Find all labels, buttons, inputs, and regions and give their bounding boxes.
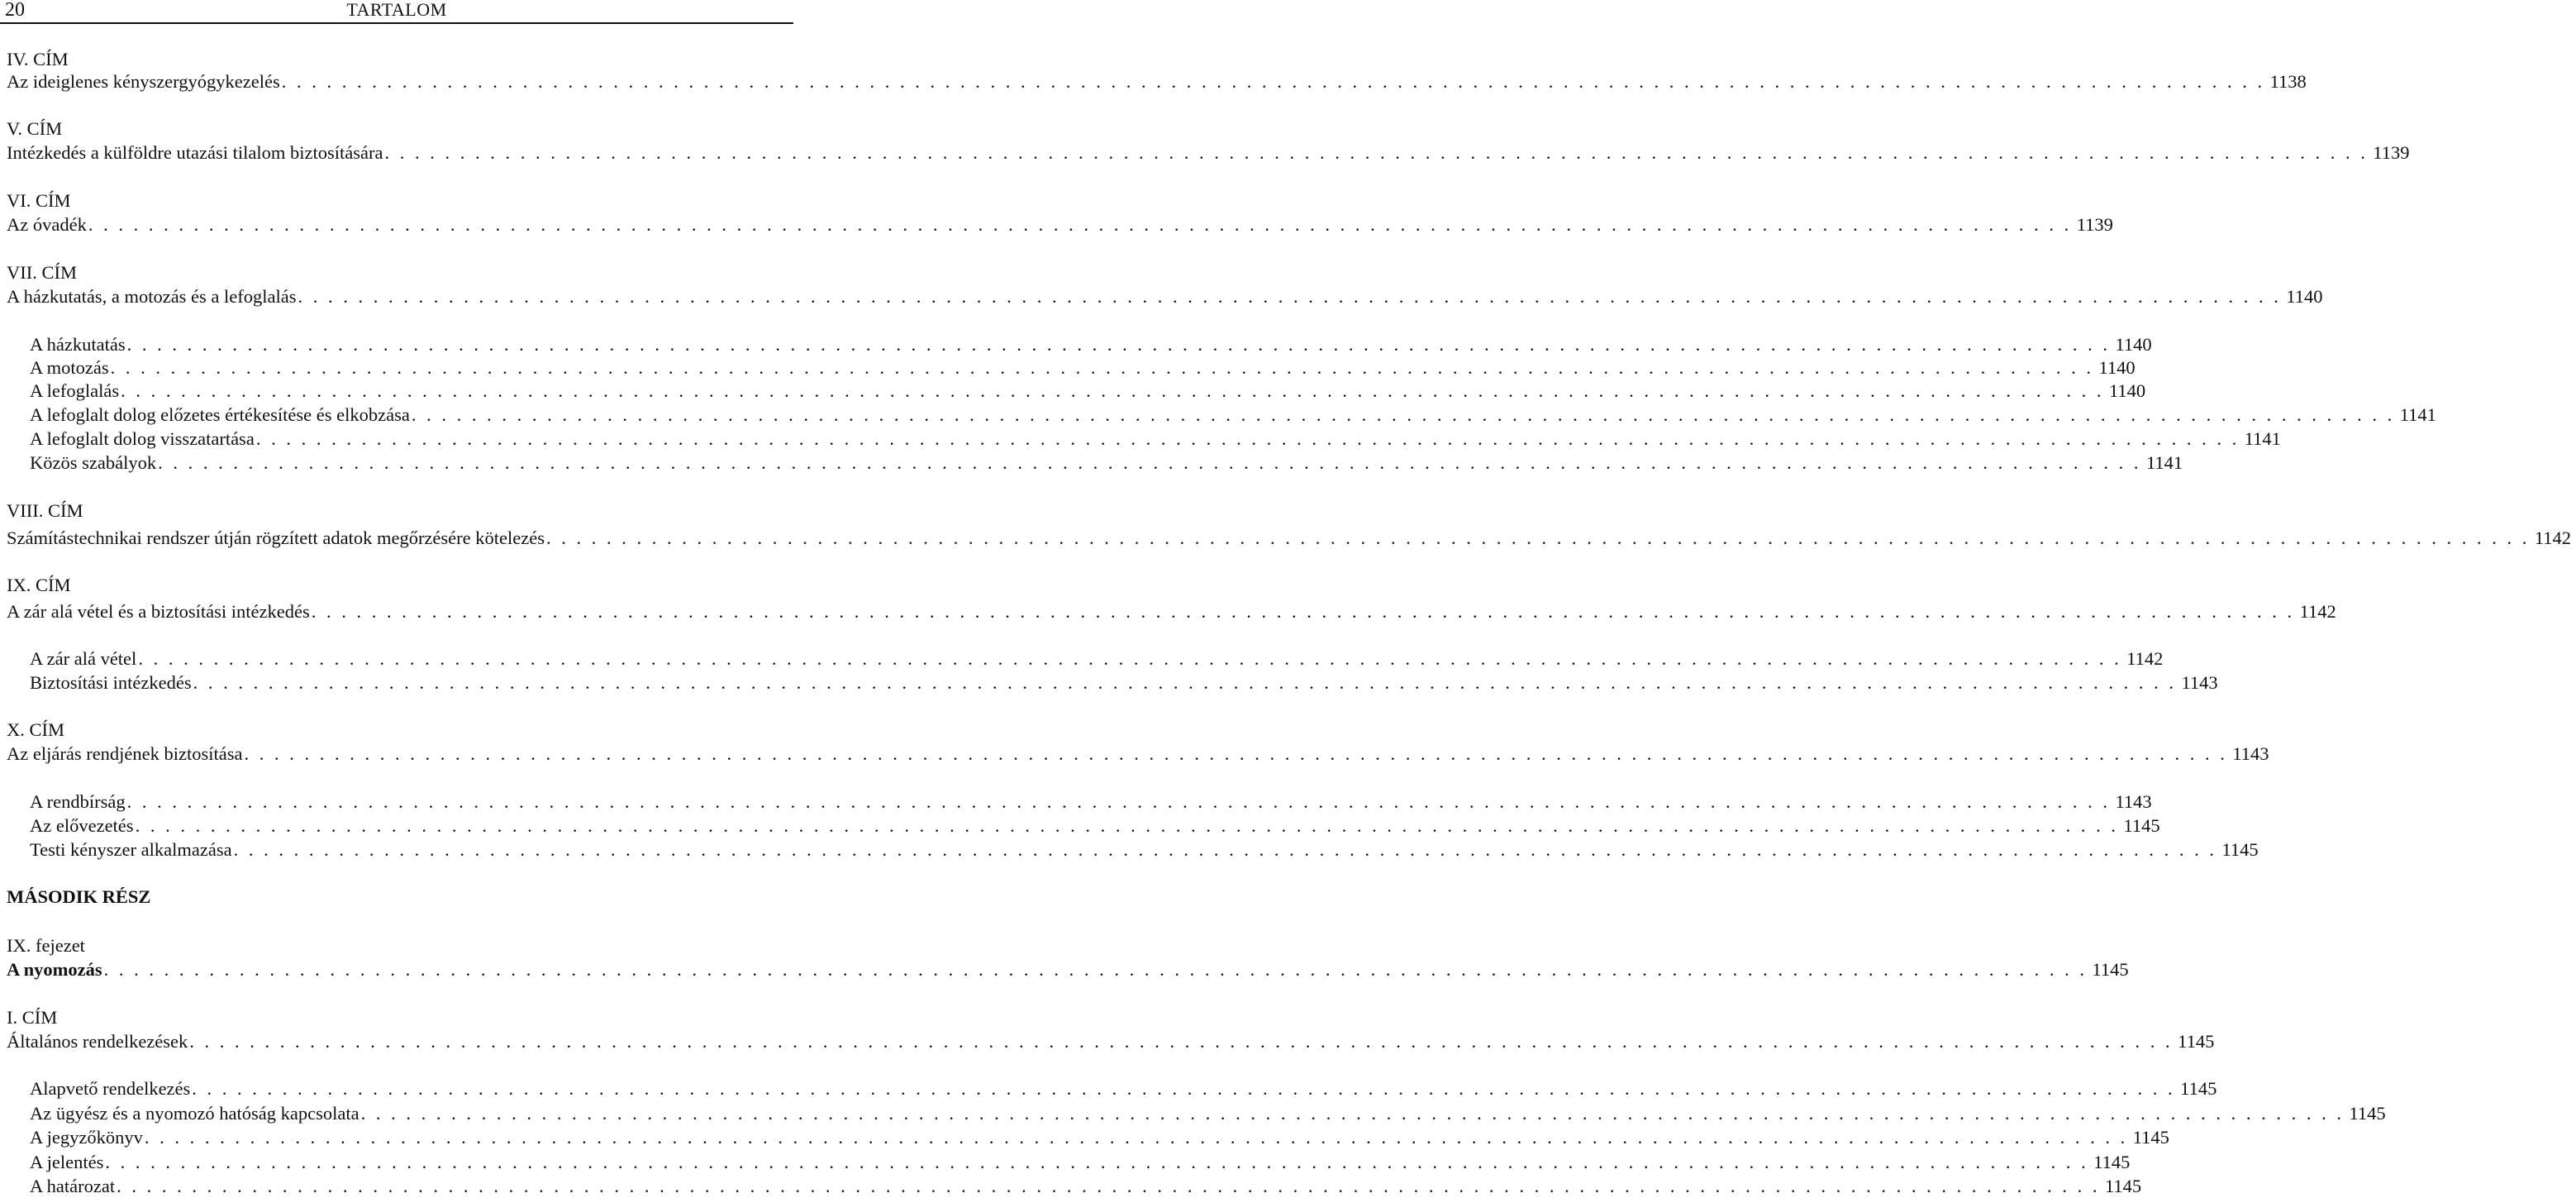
dot-leader xyxy=(138,647,2121,671)
toc-entry xyxy=(0,69,2307,93)
toc-entry xyxy=(0,141,2410,165)
part-heading: MÁSODIK RÉSZ xyxy=(7,886,151,907)
toc-entry-title: A határozat xyxy=(30,1176,116,1196)
toc-page-number: 1140 xyxy=(2115,334,2152,355)
toc-page-number: 1139 xyxy=(2373,142,2410,163)
toc-page-number: 1139 xyxy=(2076,214,2113,235)
toc-entry-title: Testi kényszer alkalmazása xyxy=(30,839,232,860)
toc-entry xyxy=(0,814,2160,838)
dot-leader xyxy=(121,379,2104,403)
toc-entry-title: Az elővezetés xyxy=(30,815,134,836)
toc-entry xyxy=(0,957,2129,981)
page-header xyxy=(0,0,793,23)
section-heading: VIII. CÍM xyxy=(7,500,83,521)
section-heading: IV. CÍM xyxy=(7,49,69,69)
toc-entry xyxy=(0,671,2218,694)
dot-leader xyxy=(192,1076,2175,1100)
dot-leader xyxy=(145,1125,2128,1149)
toc-entry xyxy=(0,332,2152,356)
dot-leader xyxy=(111,356,2094,379)
toc-page-number: 1140 xyxy=(2098,357,2136,378)
toc-entry xyxy=(0,526,2572,550)
section-heading: IX. fejezet xyxy=(7,935,85,956)
toc-page-number: 1143 xyxy=(2181,672,2218,693)
dot-leader xyxy=(88,212,2072,236)
toc-entry xyxy=(0,838,2259,862)
toc-entry xyxy=(0,379,2146,403)
toc-entry xyxy=(0,1076,2217,1100)
dot-leader xyxy=(282,69,2265,93)
toc-entry xyxy=(0,1029,2215,1053)
toc-page-number: 1138 xyxy=(2269,71,2307,92)
toc-page-number: 1145 xyxy=(2093,1152,2131,1172)
dot-leader xyxy=(105,1150,2088,1174)
dot-leader xyxy=(193,671,2177,694)
toc-entry-title: Közös szabályok xyxy=(30,452,157,473)
toc-page-number: 1142 xyxy=(2299,601,2336,622)
toc-page-number: 1141 xyxy=(2399,404,2436,425)
dot-leader xyxy=(136,814,2119,838)
toc-entry-title: A jelentés xyxy=(30,1152,104,1172)
toc-entry xyxy=(0,790,2152,814)
toc-page-number: 1141 xyxy=(2145,452,2183,473)
toc-page-number: 1145 xyxy=(2221,839,2259,860)
toc-entry-title: A jegyzőkönyv xyxy=(30,1127,143,1148)
toc-page-number: 1143 xyxy=(2115,791,2152,812)
toc-page-number: 1142 xyxy=(2126,648,2164,669)
toc-entry xyxy=(0,647,2164,671)
toc-entry xyxy=(0,284,2323,308)
toc-entry-title: Az eljárás rendjének biztosítása xyxy=(7,743,243,764)
toc-entry xyxy=(0,403,2436,427)
toc-entry-title: Általános rendelkezések xyxy=(7,1031,188,1052)
toc-entry-title: A rendbírság xyxy=(30,791,126,812)
toc-entry-title: Intézkedés a külföldre utazási tilalom biztosítására xyxy=(7,142,383,163)
toc-page-number: 1140 xyxy=(2286,286,2323,307)
dot-leader xyxy=(412,403,2395,427)
toc-page-number: 1143 xyxy=(2232,743,2269,764)
toc-page-number: 1145 xyxy=(2180,1078,2217,1099)
toc-entry-title: Az ideiglenes kényszergyógykezelés xyxy=(7,71,280,92)
dot-leader xyxy=(256,427,2240,451)
toc-entry-title: Számítástechnikai rendszer útján rögzített adatok megőrzésére kötelezés xyxy=(7,527,545,548)
toc-entry-title: A lefoglalás xyxy=(30,380,120,401)
toc-entry xyxy=(0,451,2183,475)
dot-leader xyxy=(234,838,2217,862)
dot-leader xyxy=(546,526,2530,550)
toc-entry xyxy=(0,1101,2386,1125)
toc-entry xyxy=(0,1150,2131,1174)
toc-entry-title: A nyomozás xyxy=(7,959,102,980)
section-heading: V. CÍM xyxy=(7,118,63,139)
dot-leader xyxy=(189,1029,2173,1053)
section-heading: IX. CÍM xyxy=(7,575,71,595)
toc-entry-title: Alapvető rendelkezés xyxy=(30,1078,191,1099)
toc-entry xyxy=(0,742,2269,766)
toc-entry-title: Az ügyész és a nyomozó hatóság kapcsolata xyxy=(30,1103,359,1124)
running-title: TARTALOM xyxy=(346,0,447,20)
toc-entry xyxy=(0,212,2113,236)
toc-page-number: 1145 xyxy=(2178,1031,2215,1052)
dot-leader xyxy=(312,599,2295,623)
toc-entry-title: Az óvadék xyxy=(7,214,87,235)
page-number: 20 xyxy=(5,0,25,21)
toc-entry-title: A motozás xyxy=(30,357,109,378)
toc-entry xyxy=(0,356,2136,379)
toc-entry-title: A házkutatás, a motozás és a lefoglalás xyxy=(7,286,297,307)
toc-page-number: 1141 xyxy=(2244,428,2281,449)
toc-entry xyxy=(0,1174,2142,1198)
toc-page-number: 1142 xyxy=(2534,527,2572,548)
toc-entry xyxy=(0,599,2336,623)
dot-leader xyxy=(127,332,2111,356)
toc-entry-title: Biztosítási intézkedés xyxy=(30,672,192,693)
dot-leader xyxy=(245,742,2228,766)
section-heading: VI. CÍM xyxy=(7,190,71,211)
toc-entry-title: A zár alá vétel xyxy=(30,648,137,669)
dot-leader xyxy=(298,284,2282,308)
dot-leader xyxy=(117,1174,2100,1198)
toc-entry-title: A lefoglalt dolog visszatartása xyxy=(30,428,255,449)
toc-page-number: 1145 xyxy=(2349,1103,2386,1124)
toc-entry-title: A házkutatás xyxy=(30,334,126,355)
dot-leader xyxy=(104,957,2088,981)
dot-leader xyxy=(158,451,2141,475)
dot-leader xyxy=(384,141,2368,165)
toc-page-number: 1145 xyxy=(2104,1176,2142,1196)
toc-page-number: 1145 xyxy=(2123,815,2160,836)
toc-entry xyxy=(0,1125,2169,1149)
toc-page-number: 1145 xyxy=(2092,959,2129,980)
toc-page-number: 1140 xyxy=(2108,380,2146,401)
section-heading: X. CÍM xyxy=(7,719,65,740)
toc-entry-title: A lefoglalt dolog előzetes értékesítése és elkobzása xyxy=(30,404,410,425)
toc-entry xyxy=(0,427,2281,451)
header-rule xyxy=(0,22,793,24)
dot-leader xyxy=(127,790,2111,814)
toc-entry-title: A zár alá vétel és a biztosítási intézkedés xyxy=(7,601,310,622)
dot-leader xyxy=(361,1101,2345,1125)
section-heading: I. CÍM xyxy=(7,1007,58,1028)
toc-page-number: 1145 xyxy=(2132,1127,2169,1148)
section-heading: VII. CÍM xyxy=(7,262,77,283)
